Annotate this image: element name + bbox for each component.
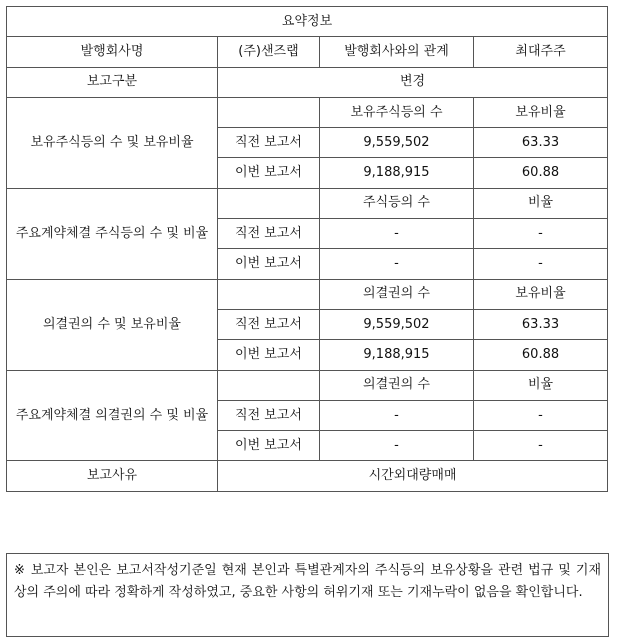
- section-label: 의결권의 수 및 보유비율: [7, 279, 218, 370]
- count-value: 9,188,915: [320, 158, 474, 188]
- empty-cell: [218, 370, 320, 400]
- ratio-header: 비율: [474, 370, 608, 400]
- issuer-row: [7, 37, 608, 67]
- empty-cell: [218, 97, 320, 127]
- report-type-row: [7, 67, 608, 97]
- ratio-value: -: [474, 400, 608, 430]
- summary-table: [6, 6, 608, 492]
- row-name: 직전 보고서: [218, 128, 320, 158]
- reason-label: 보고사유: [7, 461, 218, 491]
- empty-cell: [218, 279, 320, 309]
- ratio-header: 보유비율: [474, 97, 608, 127]
- ratio-value: -: [474, 219, 608, 249]
- row-name: 이번 보고서: [218, 158, 320, 188]
- issuer-name: (주)샌즈랩: [218, 37, 320, 67]
- confirmation-notice: ※ 보고자 본인은 보고서작성기준일 현재 본인과 특별관계자의 주식등의 보유상황을 관련 법규 및 기재상의 주의에 따라 정확하게 작성하였고, 중요한 사항의 허위기재 또는 기재누락이 없음을 확인합니다.: [6, 553, 609, 637]
- row-name: 직전 보고서: [218, 309, 320, 339]
- count-value: -: [320, 249, 474, 279]
- row-name: 이번 보고서: [218, 431, 320, 461]
- section-label: 보유주식등의 수 및 보유비율: [7, 97, 218, 188]
- title-row: [7, 7, 608, 37]
- row-name: 이번 보고서: [218, 249, 320, 279]
- count-value: 9,559,502: [320, 309, 474, 339]
- report-type-value: 변경: [218, 67, 608, 97]
- count-header: 의결권의 수: [320, 279, 474, 309]
- count-value: 9,559,502: [320, 128, 474, 158]
- ratio-header: 보유비율: [474, 279, 608, 309]
- row-name: 직전 보고서: [218, 400, 320, 430]
- empty-cell: [218, 188, 320, 218]
- count-value: 9,188,915: [320, 340, 474, 370]
- reason-value: 시간외대량매매: [218, 461, 608, 491]
- table-title: 요약정보: [7, 7, 608, 37]
- row-name: 이번 보고서: [218, 340, 320, 370]
- section-header-row: [7, 370, 608, 400]
- reason-row: [7, 461, 608, 491]
- ratio-value: 63.33: [474, 309, 608, 339]
- issuer-label: 발행회사명: [7, 37, 218, 67]
- ratio-value: 60.88: [474, 158, 608, 188]
- count-value: -: [320, 400, 474, 430]
- section-label: 주요계약체결 의결권의 수 및 비율: [7, 370, 218, 461]
- count-value: -: [320, 219, 474, 249]
- count-header: 보유주식등의 수: [320, 97, 474, 127]
- report-type-label: 보고구분: [7, 67, 218, 97]
- ratio-value: -: [474, 249, 608, 279]
- ratio-value: 63.33: [474, 128, 608, 158]
- relation-label: 발행회사와의 관계: [320, 37, 474, 67]
- ratio-header: 비율: [474, 188, 608, 218]
- count-header: 의결권의 수: [320, 370, 474, 400]
- ratio-value: 60.88: [474, 340, 608, 370]
- section-header-row: [7, 279, 608, 309]
- count-value: -: [320, 431, 474, 461]
- section-label: 주요계약체결 주식등의 수 및 비율: [7, 188, 218, 279]
- relation-value: 최대주주: [474, 37, 608, 67]
- row-name: 직전 보고서: [218, 219, 320, 249]
- section-header-row: [7, 188, 608, 218]
- count-header: 주식등의 수: [320, 188, 474, 218]
- ratio-value: -: [474, 431, 608, 461]
- section-header-row: [7, 97, 608, 127]
